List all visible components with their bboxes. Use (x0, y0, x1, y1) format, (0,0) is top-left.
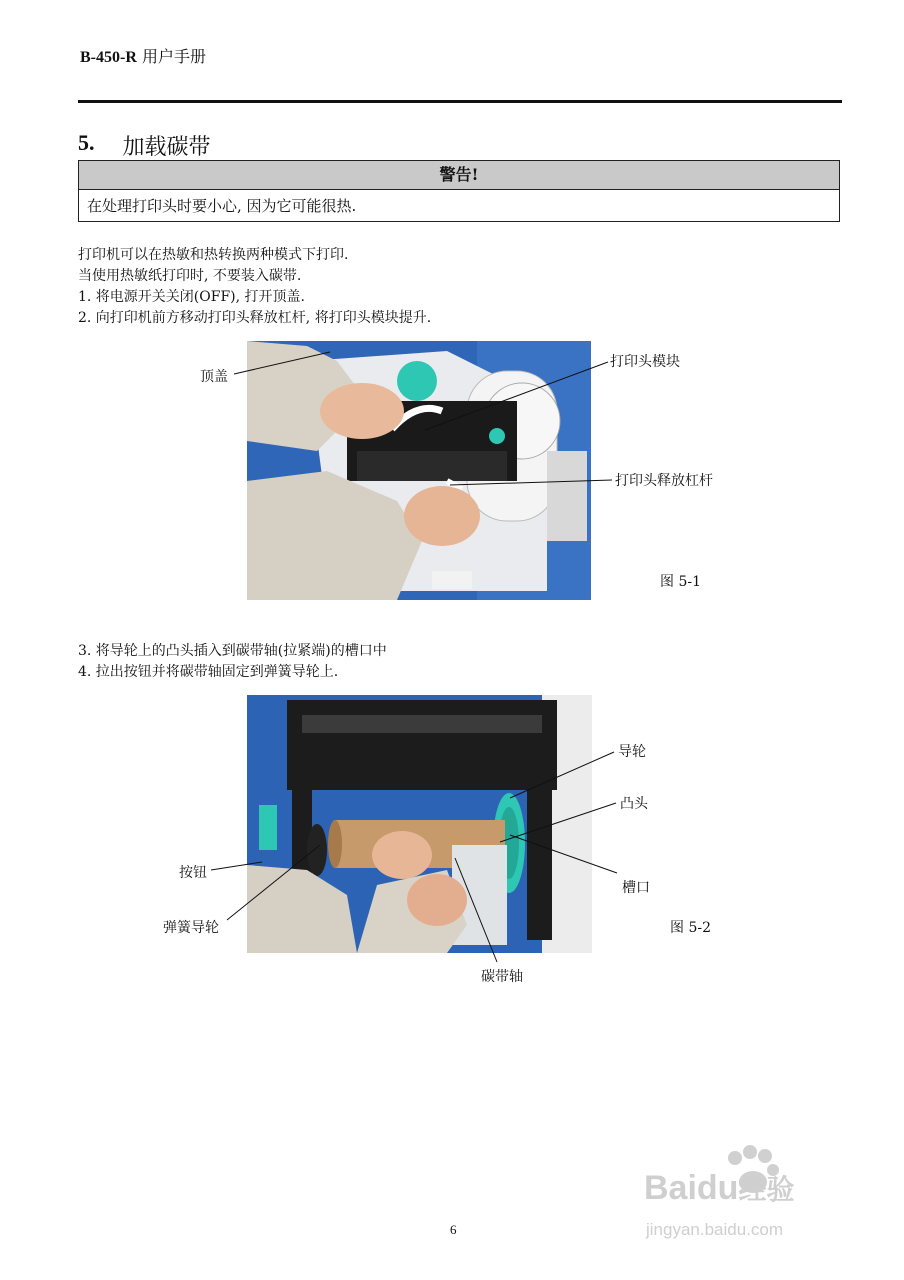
watermark-brand: Baidu (644, 1169, 739, 1207)
page-number: 6 (450, 1222, 457, 1237)
warning-heading: 警告! (79, 161, 839, 190)
leader-ribbon-shaft (455, 858, 497, 962)
baidu-watermark (640, 1140, 860, 1250)
label-notch: 槽口 (622, 880, 650, 896)
step-1: 1. 将电源开关关闭(OFF), 打开顶盖. (78, 289, 305, 305)
label-button: 按钮 (179, 865, 207, 881)
leader-guide-wheel (510, 752, 614, 798)
section-number: 5. (78, 130, 95, 155)
figure-5-2-caption: 图 5-2 (670, 920, 711, 936)
label-ribbon-shaft: 碳带轴 (481, 969, 523, 985)
leader-notch (510, 835, 617, 873)
warning-text: 在处理打印头时要小心, 因为它可能很热. (87, 197, 357, 215)
label-head-module: 打印头模块 (610, 354, 680, 370)
step-3: 3. 将导轮上的凸头插入到碳带轴(拉紧端)的槽口中 (78, 643, 387, 659)
intro-line: 打印机可以在热敏和热转换两种模式下打印. (78, 247, 349, 263)
figure-5-2-leaders (0, 690, 904, 980)
leader-button (211, 862, 262, 870)
leader-head-module (425, 362, 608, 430)
section-title: 加载碳带 (122, 135, 211, 160)
label-release-lever: 打印头释放杠杆 (615, 473, 713, 489)
label-spring-guide: 弹簧导轮 (163, 920, 219, 936)
leader-boss (500, 803, 616, 842)
watermark-url: jingyan.baidu.com (646, 1220, 784, 1239)
leader-top-cover (234, 352, 330, 374)
watermark-brand-cn: 经验 (738, 1174, 795, 1205)
label-boss: 凸头 (620, 796, 648, 812)
label-guide-wheel: 导轮 (618, 744, 646, 760)
label-top-cover: 顶盖 (200, 369, 228, 385)
step-4: 4. 拉出按钮并将碳带轴固定到弹簧导轮上. (78, 664, 339, 680)
manual-title: 用户手册 (141, 47, 206, 66)
leader-spring-guide (227, 845, 320, 920)
model-name: B-450-R (80, 49, 137, 66)
figure-5-1-caption: 图 5-1 (660, 574, 701, 590)
step-2: 2. 向打印机前方移动打印头释放杠杆, 将打印头模块提升. (78, 310, 432, 326)
intro-line: 当使用热敏纸打印时, 不要装入碳带. (78, 268, 302, 284)
leader-release-lever (450, 480, 612, 485)
